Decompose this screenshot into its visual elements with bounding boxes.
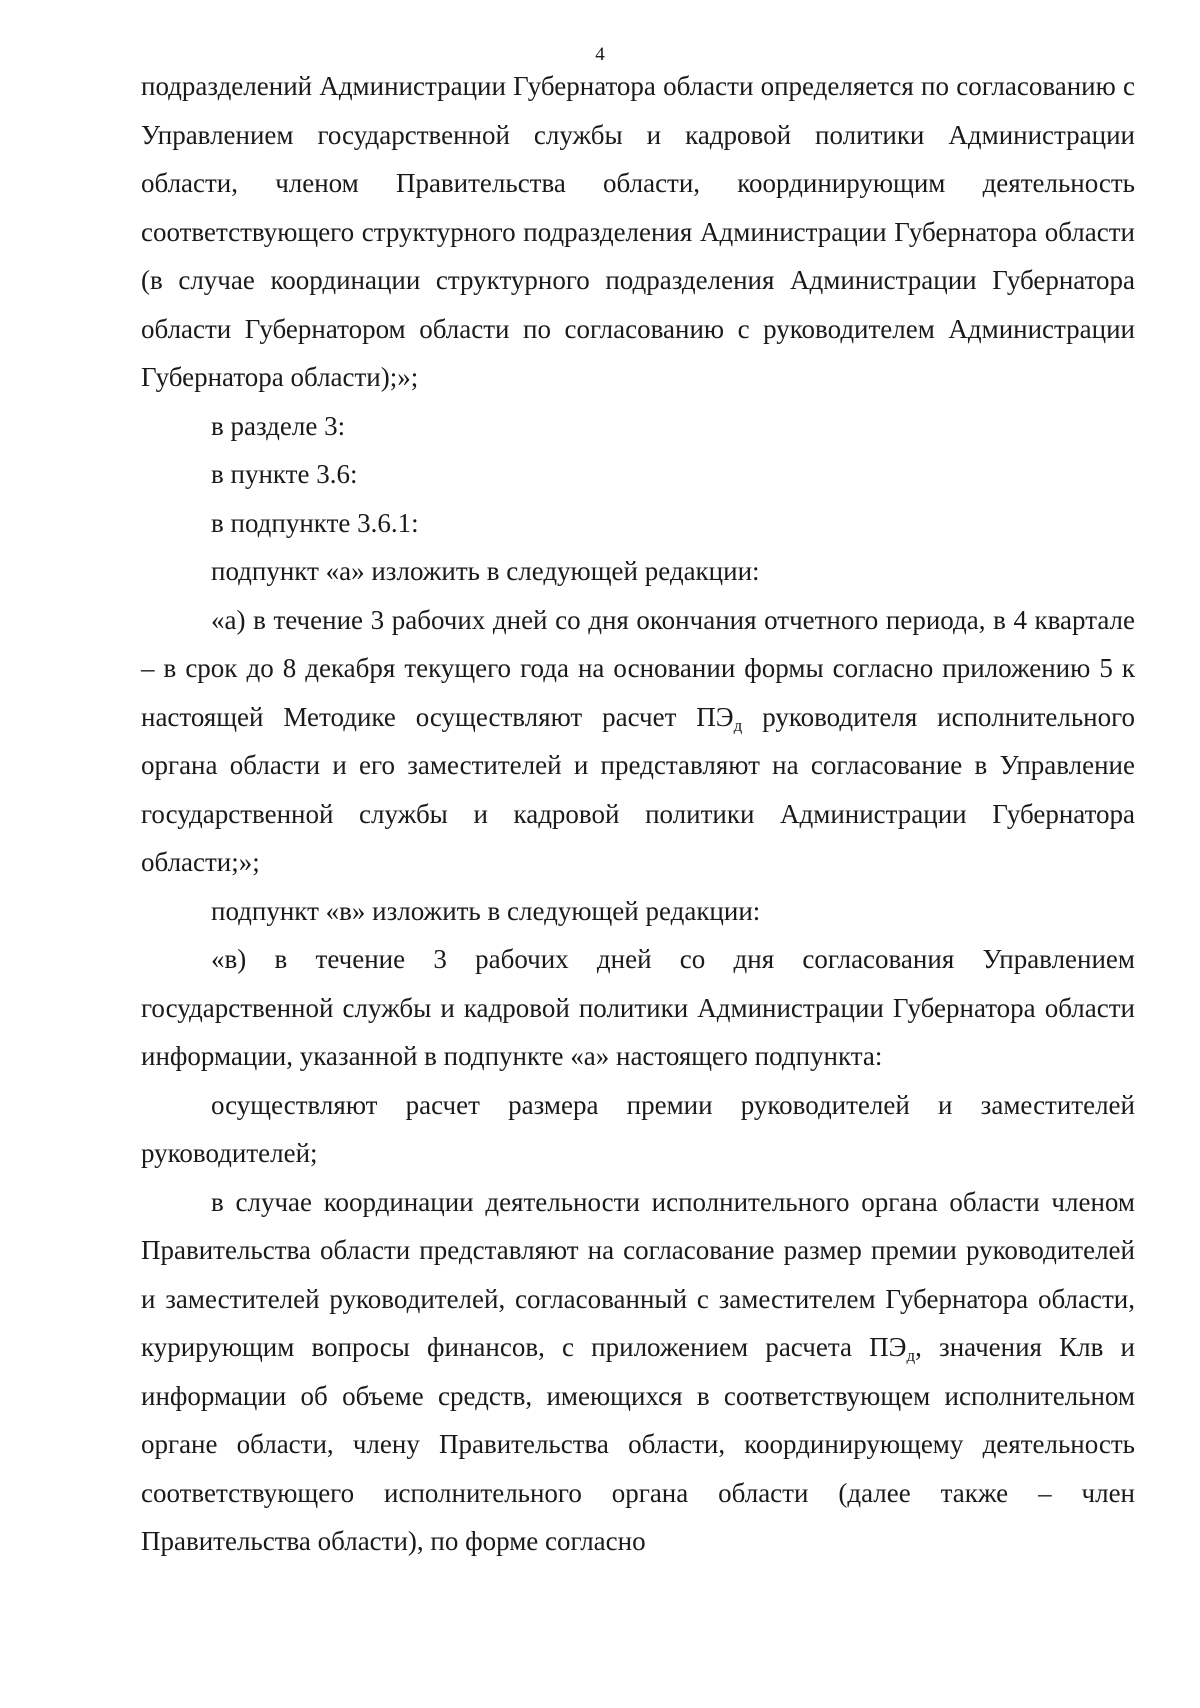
page-number: 4: [595, 44, 605, 65]
paragraph-subpoint-a-text: [141, 596, 1135, 887]
paragraph-coordination-part-2: , значения Клв и информации об объеме средств, имеющихся в соответствующем исполнительном органе области, члену Правительства области, координирующему деятельность соответствующего исполнительного органа области (далее также – член Правительства области), по форме согласно: [141, 1332, 1136, 1556]
paragraph-point-3-6: в пункте 3.6:: [211, 459, 358, 489]
paragraph-coordination: [141, 1178, 1135, 1566]
paragraph-continuation: подразделений Администрации Губернатора области определяется по согласованию с Управлением государственной службы и кадровой политики Администрации области, членом Правительства области, координирующим деятельность соответствующего структурного подразделения Администрации Губернатора области (в случае координации структурного подразделения Администрации Губернатора области Губернатором области по согласованию с руководителем Администрации Губернатора области);»;: [141, 71, 1135, 392]
paragraph-subpoint-3-6-1: в подпункте 3.6.1:: [211, 507, 419, 538]
paragraph-subpoint-v-heading: подпункт «в» изложить в следующей редакции:: [211, 895, 761, 926]
document-body: [141, 62, 1135, 1566]
paragraph-subpoint-v-text: «в) в течение 3 рабочих дней со дня согласования Управлением государственной службы и кадровой политики Администрации Губернатора области информации, указанной в подпункте «а» настоящего подпункта:: [141, 944, 1135, 1071]
paragraph-subpoint-a-part-2: руководителя исполнительного органа области и его заместителей и представляют на согласование в Управление государственной службы и кадровой политики Администрации Губернатора области;»;: [141, 701, 1135, 877]
paragraph-coordination-part-1: в случае координации деятельности исполнительного органа области членом Правительства области представляют на согласование размер премии руководителей и заместителей руководителей, согласованный с заместителем Губернатора области, курирующим вопросы финансов, с приложением расчета ПЭ: [141, 1186, 1135, 1362]
paragraph-subpoint-a-part-1: «а) в течение 3 рабочих дней со дня окончания отчетного периода, в 4 квартале – в срок до 8 декабря текущего года на основании формы согласно приложению 5 к настоящей Методике осуществляют расчет ПЭ: [141, 604, 1135, 732]
paragraph-section-3: в разделе 3:: [211, 410, 346, 441]
paragraph-premium-calculation: осуществляют расчет размера премии руководителей и заместителей руководителей;: [141, 1089, 1135, 1168]
subscript-d: д: [906, 1346, 916, 1365]
subscript-d: д: [733, 715, 743, 735]
paragraph-subpoint-a-heading: подпункт «а» изложить в следующей редакции:: [211, 556, 760, 586]
